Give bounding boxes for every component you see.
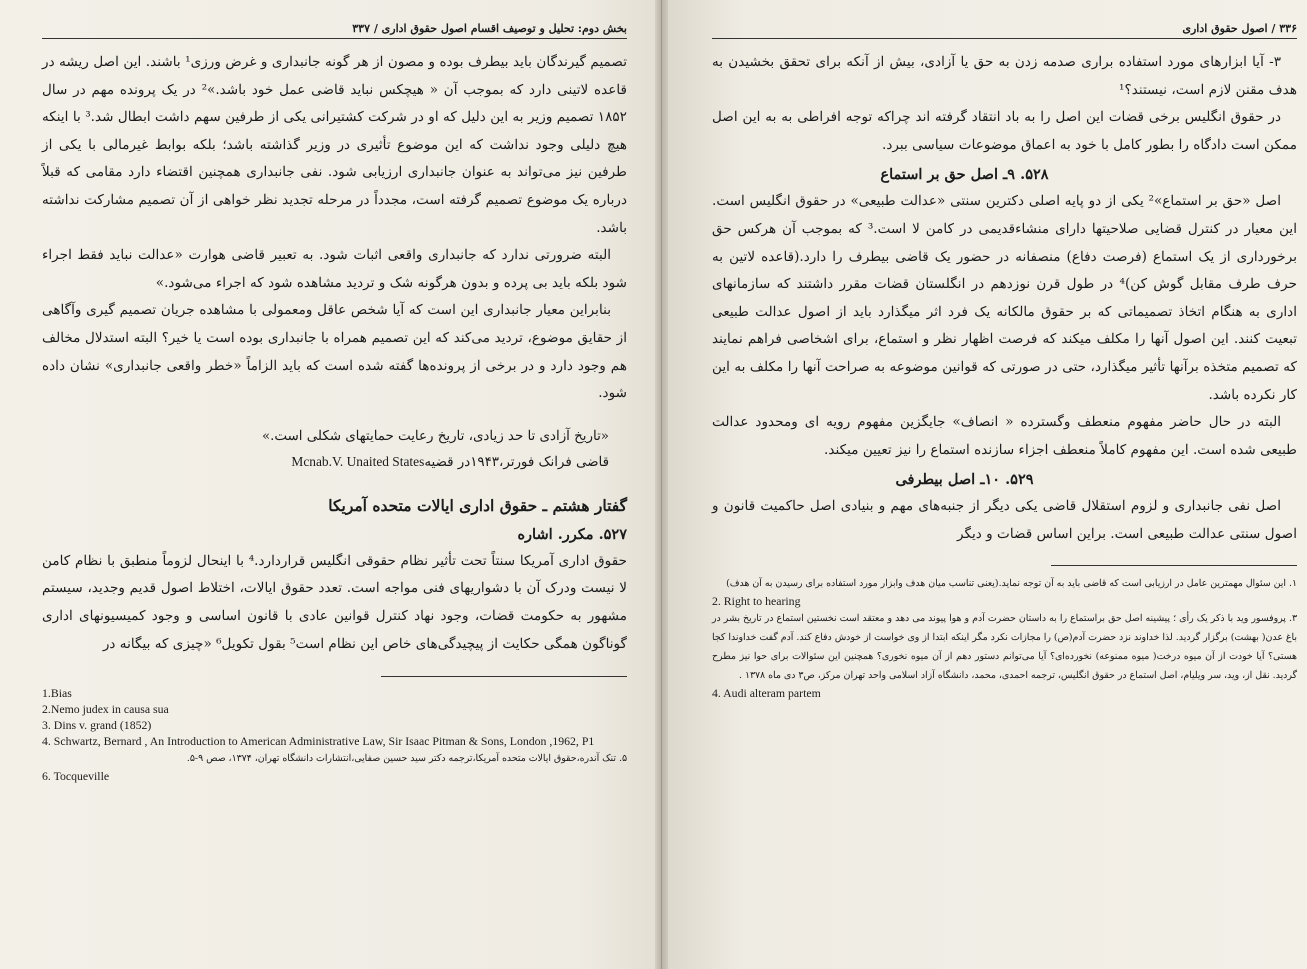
right-footnote-3: ۳. پروفسور وید با ذکر یک رأی ؛ پیشینه اصل حق براستماع را به داستان حضرت آدم و هوا پیوند می دهد و معتقد است نخستین استماع در تاریخ بشر در باغ عدن( بهشت) برگزار گردید. لذا خداوند نزد حضرت آدم(ص) را مجازات نکرد مگر اینکه ابتدا از وی خواست از خودش دفاع کند. آدم گفت خداوندا کجا هستی؟ آیا خودت از آن میوه درخت( میوه ممنوعه) نخورده‌ای؟ آیا می‌توانم دستور دهم از آن میوه نخوری؟ همچنین این سئوالات برای حوا نیز مطرح گردید. نقل از، وید، سر ویلیام، اصل استماع در حقوق انگلیس، ترجمه احمدی، محمد، دانشگاه آزاد اسلامی واحد تهران مرکز، ص۳ دی ماه ۱۳۷۸ . [712, 612, 1297, 681]
right-running-head: ۳۳۶ / اصول حقوق اداری [712, 22, 1297, 39]
quote-line-1: «تاریخ آزادی تا حد زیادی، تاریخ رعایت حمایتهای شکلی است.» [261, 428, 609, 444]
right-footnote-separator [1051, 565, 1297, 566]
footnote-3: 3. Dins v. grand (1852) [42, 718, 152, 733]
right-paragraph-3: اصل «حق بر استماع»² یکی از دو پایه اصلی دکترین سنتی «عدالت طبیعی» در حقوق انگلیس است. این معیار در کنترل قضایی صلاحیتها دارای منشاءقدیمی در کامن لا است.³ که بموجب آن هرکس حق برخورداری از یک استماع (فرصت دفاع) منصفانه در حضور یک قاضی بیطرف را دارد.(قاعده لاتین به حرف طرف مقابل گوش کن)⁴ در طول قرن نوزدهم در انگلستان قضات مقرر داشتند که سازمانهای اداری به هنگام اتخاذ تصمیماتی که بر حقوق مالکانه یک فرد اثر میگذارد باید از اصول عدالت طبیعی تبعیت کنند. این اصول آنها را مکلف میکند که فرصت اظهار نظر و استماع، برای اشخاصی فراهم نمایند که تصمیم متخذه برآنها تأثیر میگذارد، حتی در صورتی که قوانین موضوعه به صراحت آنها را مکلف به این کار نکرده باشد. [712, 193, 1297, 403]
judge-quote [42, 424, 609, 475]
right-paragraph-5: اصل نفی جانبداری و لزوم استقلال قاضی یکی دیگر از جنبه‌های مهم و بنیادی اصل حاکمیت قانون و اصول سنتی عدالت طبیعی است. براین اساس قضات و دیگر [712, 498, 1297, 542]
left-paragraph-1: تصمیم گیرندگان باید بیطرف بوده و مصون از هر گونه جانبداری و غرض ورزی¹ باشند. این اصل ریشه در قاعده لاتینی دارد که بموجب آن « هیچکس نباید قاضی عمل خود باشد.»² در یک پرونده مهم در سال ۱۸۵۲ تصمیم وزیر به این دلیل که او در شرکت کشتیرانی یکی از طرفین سهم داشت ابطال شد.³ با اینکه هیچ دلیلی وجود نداشت که این موضوع تأثیری در وزیر گذاشته باشد؛ بلکه بوابط غیرمالی با یکی از طرفین نیز می‌تواند به عنوان جانبداری ارزیابی شود. نفی جانبداری همچنین اقتضاء دارد مقامی که قبلاً درباره یک موضوع تصمیم گرفته است، مجدداً در مرحله تجدید نظر خواهی از آن تصمیم مشارکت نداشته باشد. [42, 54, 627, 236]
left-paragraph-3: بنابراین معیار جانبداری این است که آیا شخص عاقل ومعمولی با مشاهده جریان تصمیم گیری وآگاهی از حقایق موضوع، تردید می‌کند که این تصمیم همراه با جانبداری بوده است یا خیر؟ البته استدلال مخالف هم وجود دارد و در برخی از پرونده‌ها گفته شده است که باید الزاماً «خطر واقعی جانبداری» نشان داده شود. [42, 302, 627, 402]
left-footnotes [42, 685, 627, 784]
book-gutter [655, 0, 668, 969]
section-heading-528: ۵۲۸. ۹ـ اصل حق بر استماع [880, 166, 1049, 184]
footnote-5: ۵. تنک آندره،حقوق ایالات متحده آمریکا،ترجمه دکتر سید حسین صفایی،انتشارات دانشگاه تهران، ۱۳۷۴، صص ۹-۵. [186, 753, 627, 765]
right-footnotes [712, 574, 1297, 701]
section-heading-529: ۵۲۹. ۱۰ـ اصل بیطرفی [895, 471, 1034, 489]
right-paragraph-2: در حقوق انگلیس برخی قضات این اصل را به باد انتقاد گرفته اند چراکه توجه افراطی به به این اصل ممکن است دادگاه را بطور کامل با خود به اعماق موضوعات سیاسی ببرد. [712, 109, 1297, 153]
quote-citation-fa: قاضی فرانک فورتر،۱۹۴۳در قضیه [424, 454, 609, 470]
quote-line-2 [42, 449, 609, 475]
footnote-6: 6. Tocqueville [42, 769, 110, 784]
right-footnote-4: 4. Audi alteram partem [712, 685, 821, 700]
left-paragraph-2: البته ضرورتی ندارد که جانبداری واقعی اثبات شود. به تعبیر قاضی هوارت «عدالت نباید فقط اجراء شود بلکه باید بی پرده و بدون هرگونه شک و تردید مشاهده شود که اجراء می‌شود.» [42, 247, 627, 291]
subheading-527: ۵۲۷. مکرر. اشاره [517, 525, 627, 543]
right-paragraph-1: ۳- آیا ابزارهای مورد استفاده براری صدمه زدن به حق یا آزادی، بیش از آنکه برای تحقق بخشیدن به هدف مقنن لازم است، نیستند؟¹ [712, 54, 1297, 98]
right-footnote-2: 2. Right to hearing [712, 593, 801, 608]
footnote-2: 2.Nemo judex in causa sua [42, 702, 169, 717]
right-footnote-1: ۱. این سئوال مهمترین عامل در ارزیابی است که قاضی باید به آن توجه نماید.(یعنی تناسب میان هدف وابزار مورد استفاده برای رسیدن به آن هدف) [726, 577, 1297, 589]
left-paragraph-4: حقوق اداری آمریکا سنتاً تحت تأثیر نظام حقوقی انگلیس قراردارد.⁴ با اینحال لزوماً منطبق با نظام کامن لا نیست ودرک آن با دشواریهای فنی مواجه است. تعدد حقوق ایالات، اختلاط اصول قدیم وجدید، سیستم مشهور به حکومت قضات، وجود نهاد کنترل قوانین عادی با قانون اساسی و وجود کمیسیونهای اداری گوناگون همگی حکایت از پیچیدگی‌های خاص این نظام است⁵ بقول تکویل⁶ «چیزی که بیگانه در [42, 552, 627, 652]
footnote-4: 4. Schwartz, Bernard , An Introduction to American Administrative Law, Sir Isaac Pitman & Sons, London ,1962, P1 [42, 734, 595, 749]
left-running-head: بخش دوم: تحلیل و توصیف اقسام اصول حقوق اداری / ۳۳۷ [42, 22, 627, 39]
quote-citation-case: Mcnab.V. Unaited States [291, 453, 425, 469]
footnote-1: 1.Bias [42, 686, 72, 701]
left-footnote-separator [381, 676, 627, 677]
section-heading-american-law: گفتار هشتم ـ حقوق اداری ایالات متحده آمریکا [328, 495, 627, 515]
right-page [668, 0, 1307, 969]
right-paragraph-4: البته در حال حاضر مفهوم منعطف وگسترده « انصاف» جایگزین مفهوم رویه ای ومحدود عدالت طبیعی شده است. این مفهوم کاملاً منعطف اجزاء سازنده استماع را نیز تعیین میکند. [712, 414, 1297, 458]
